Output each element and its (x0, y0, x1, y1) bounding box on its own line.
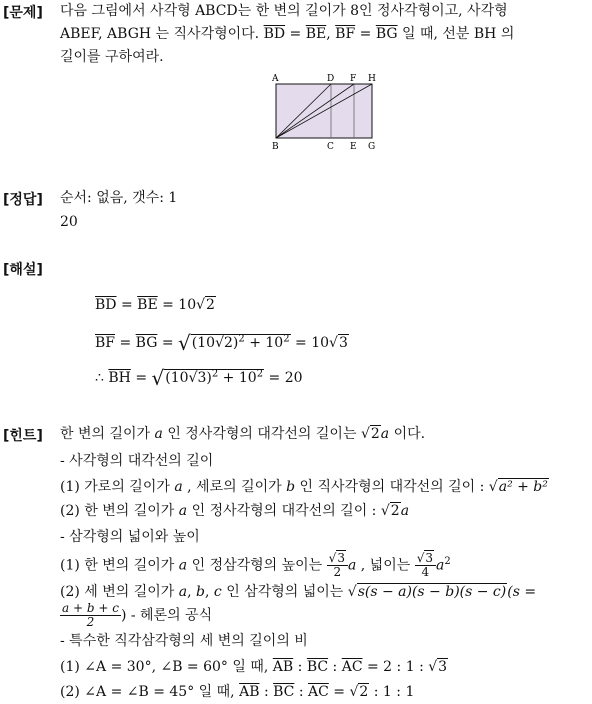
problem-line-2: ABEF, ABGH 는 직사각형이다. $\overline{BD} = \overline{BE}$, $\overline{BF} = \overline{BG}$ 일 때, 선분 BH 의 (60, 26, 515, 42)
label-a: A (272, 74, 279, 84)
hint-line-3: (1) 가로의 길이가 a , 세로의 길이가 b 인 직사각형의 대각선의 길이 : √a² + b² (60, 479, 548, 495)
explanation-eq-3: ∴ $\overline{BH} = √(10√3)^2 + 10^2 = 20$ (95, 366, 303, 390)
label-h: H (368, 74, 376, 84)
hint-line-2: - 사각형의 대각선의 길이 (60, 453, 214, 469)
segment-bg: $\overline{BG}$ (375, 26, 398, 42)
answer-value: 20 (60, 214, 78, 230)
label-e: E (350, 142, 357, 152)
segment-be: $\overline{BE}$ (305, 26, 327, 42)
label-f: F (350, 74, 357, 84)
problem-line-1: 다음 그림에서 사각형 ABCD는 한 변의 길이가 8인 정사각형이고, 사각형 (60, 3, 508, 19)
hint-line-6: (1) 한 변의 길이가 a 인 정삼각형의 높이는 $\frac{√3}{2}$ a , 넓이는 $\frac{√3}{4}$ $a^2$ (60, 551, 451, 580)
answer-tag: [정답] (3, 192, 43, 208)
segment-bf: $\overline{BF}$ (335, 26, 356, 42)
hint-line-1: 한 변의 길이가 a 인 정사각형의 대각선의 길이는 √2a 이다. (60, 426, 426, 442)
hint-line-5: - 삼각형의 넓이와 높이 (60, 529, 200, 545)
label-d: D (327, 74, 335, 84)
label-b: B (272, 142, 279, 152)
explanation-tag: [해설] (3, 262, 43, 278)
hint-line-11: (2) ∠A = ∠B = 45° 일 때, $\overline{AB}$ : $\overline{BC}$ : $\overline{AC} = √2$ : 1 : 1 (60, 684, 415, 700)
rectangle-figure (268, 72, 380, 152)
hint-line-10: (1) ∠A = 30°, ∠B = 60° 일 때, $\overline{AB}$ : $\overline{BC}$ : $\overline{AC} = 2$ : 1 : √3 (60, 659, 448, 675)
answer-order-line: 순서: 없음, 갯수: 1 (60, 190, 178, 206)
explanation-eq-1: $\overline{BD} = \overline{BE} = 10√2$ (95, 297, 215, 313)
explanation-eq-2: $\overline{BF} = \overline{BG} = √(10√2)^2 + 10^2 = 10√3$ (95, 331, 348, 355)
hint-line-9: - 특수한 직각삼각형의 세 변의 길이의 비 (60, 633, 308, 649)
hint-line-7: (2) 세 변의 길이가 a, b, c 인 삼각형의 넓이는 √s(s − a)(s − b)(s − c)(s = (60, 584, 537, 600)
label-g: G (368, 142, 376, 152)
problem-line-3: 길이를 구하여라. (60, 49, 164, 65)
label-c: C (327, 142, 334, 152)
segment-bd: $\overline{BD}$ (263, 26, 286, 42)
hint-line-8: $\frac{a + b + c}{2}$ ) - 헤론의 공식 (62, 601, 213, 629)
hint-tag: [힌트] (3, 428, 43, 444)
problem-tag: [문제] (3, 5, 43, 21)
hint-line-4: (2) 한 변의 길이가 a 인 정사각형의 대각선의 길이 : √2a (60, 503, 410, 519)
